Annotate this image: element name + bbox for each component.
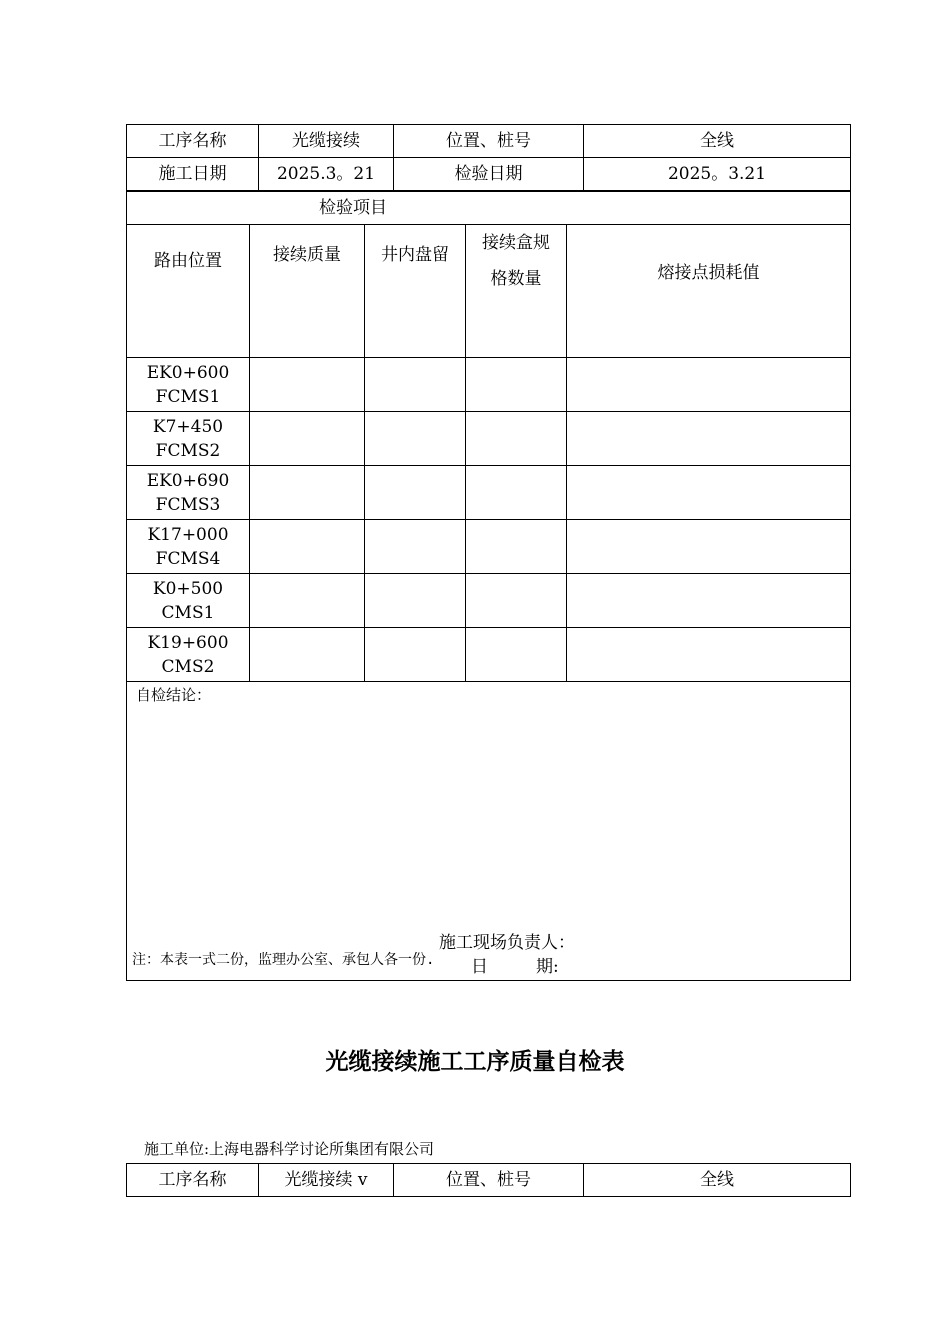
header-table-second (126, 1163, 851, 1197)
col-box-spec (466, 225, 567, 358)
empty-cell (466, 520, 567, 574)
empty-cell (466, 628, 567, 682)
empty-cell (365, 358, 466, 412)
position-value: 全线 (584, 1164, 851, 1197)
empty-cell (466, 358, 567, 412)
table-row (127, 412, 851, 466)
empty-cell (250, 358, 365, 412)
header-row-process (127, 125, 851, 158)
date-char-day: 日 (471, 957, 488, 977)
col-route-position: 路由位置 (127, 225, 250, 358)
process-value: 光缆接续 v (259, 1164, 394, 1197)
conclusion-row (127, 682, 851, 981)
empty-cell (365, 520, 466, 574)
construct-date-label: 施工日期 (127, 158, 259, 191)
route-stake: K17+000 (147, 524, 229, 545)
route-cell (127, 358, 250, 412)
column-header-row (127, 225, 851, 358)
empty-cell (567, 358, 851, 412)
table-row (127, 358, 851, 412)
route-code: FCMS1 (155, 386, 221, 407)
route-cell (127, 466, 250, 520)
empty-cell (250, 574, 365, 628)
position-label: 位置、桩号 (394, 125, 584, 158)
route-cell (127, 412, 250, 466)
col-box-spec-line1: 接续盒规 (482, 233, 550, 253)
header-row-process (127, 1164, 851, 1197)
col-box-spec-line2: 格数量 (490, 269, 542, 289)
process-label: 工序名称 (127, 1164, 259, 1197)
route-code: CMS2 (161, 656, 215, 677)
route-cell (127, 574, 250, 628)
header-row-dates (127, 158, 851, 191)
inspect-date-label: 检验日期 (394, 158, 584, 191)
empty-cell (365, 466, 466, 520)
table-row (127, 628, 851, 682)
route-stake: EK0+690 (146, 470, 230, 491)
empty-cell (466, 412, 567, 466)
empty-cell (466, 574, 567, 628)
col-well-reserve: 井内盘留 (365, 225, 466, 358)
responsible-person-label: 施工现场负责人： (439, 933, 575, 953)
process-label: 工序名称 (127, 125, 259, 158)
empty-cell (250, 412, 365, 466)
inspection-title: 检验项目 (127, 192, 851, 225)
empty-cell (250, 520, 365, 574)
sign-date-label (471, 956, 559, 978)
route-cell (127, 520, 250, 574)
table-row (127, 574, 851, 628)
col-splice-loss: 熔接点损耗值 (567, 225, 851, 358)
route-code: FCMS4 (155, 548, 221, 569)
route-stake: K7+450 (152, 416, 224, 437)
route-code: FCMS3 (155, 494, 221, 515)
empty-cell (365, 574, 466, 628)
route-stake: K19+600 (147, 632, 229, 653)
footnote: 注：本表一式二份，监理办公室、承包人各一份. (132, 952, 435, 968)
empty-cell (567, 466, 851, 520)
empty-cell (365, 628, 466, 682)
form-title: 光缆接续施工工序质量自检表 (325, 1049, 625, 1075)
construct-date-value: 2025.3。21 (259, 158, 394, 191)
empty-cell (250, 466, 365, 520)
empty-cell (567, 628, 851, 682)
conclusion-label: 自检结论： (136, 686, 212, 704)
position-value: 全线 (584, 125, 851, 158)
table-row (127, 520, 851, 574)
empty-cell (567, 574, 851, 628)
empty-cell (567, 412, 851, 466)
table-row (127, 466, 851, 520)
conclusion-cell (127, 682, 851, 981)
route-code: CMS1 (161, 602, 215, 623)
construction-unit: 施工单位:上海电器科学讨论所集团有限公司 (144, 1140, 435, 1158)
route-stake: K0+500 (152, 578, 224, 599)
date-char-period: 期: (536, 957, 559, 977)
inspection-title-row (127, 192, 851, 225)
empty-cell (365, 412, 466, 466)
col-splice-quality: 接续质量 (250, 225, 365, 358)
inspect-date-value: 2025。3.21 (584, 158, 851, 191)
empty-cell (567, 520, 851, 574)
route-stake: EK0+600 (146, 362, 230, 383)
position-label: 位置、桩号 (394, 1164, 584, 1197)
header-table (126, 124, 851, 191)
inspection-table (126, 191, 851, 981)
route-cell (127, 628, 250, 682)
route-code: FCMS2 (155, 440, 221, 461)
process-value: 光缆接续 (259, 125, 394, 158)
empty-cell (250, 628, 365, 682)
empty-cell (466, 466, 567, 520)
